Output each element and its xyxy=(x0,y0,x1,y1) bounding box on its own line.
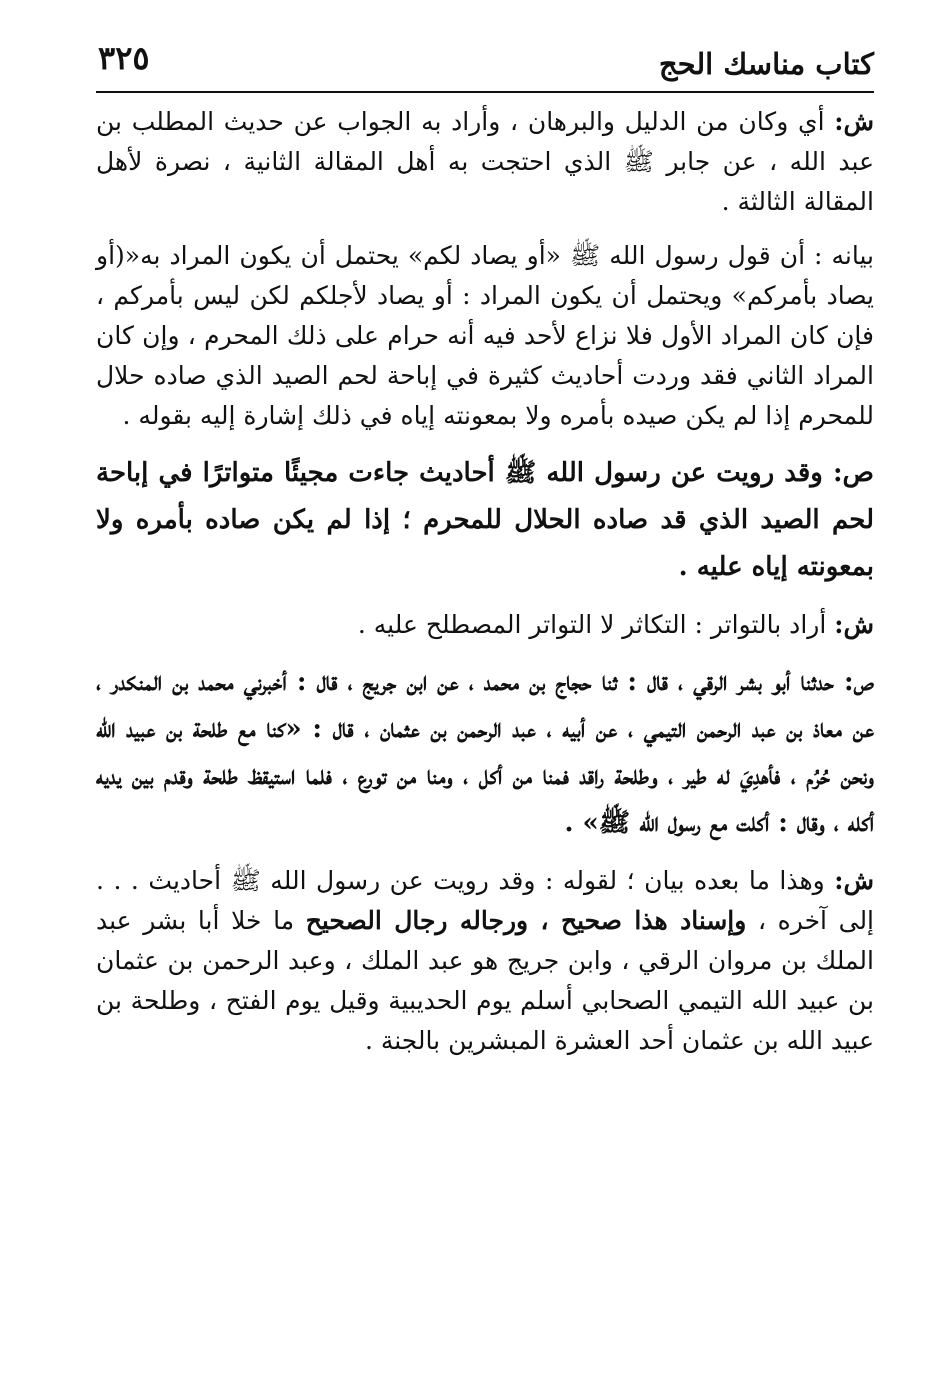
paragraph-label: ص: xyxy=(832,458,874,488)
explanation-paragraph xyxy=(96,236,874,436)
emphasized-text: وإسناد هذا صحيح ، ورجاله رجال الصحيح xyxy=(305,906,747,935)
paragraph-text: أراد بالتواتر : التكاثر لا التواتر المصطلح عليه . xyxy=(357,610,827,639)
paragraph-text: بيانه : أن قول رسول الله ﷺ «أو يصاد لكم» يحتمل أن يكون المراد به«(أو يصاد بأمركم» ويحتمل أن يكون المراد : أو يصاد لأجلكم لكن ليس بأمركم ، فإن كان المراد الأول فلا نزاع لأحد فيه أنه حرام على ذلك المحرم ، وإن كان المراد الثاني فقد وردت أحاديث كثيرة في إباحة لحم الصيد الذي صاده حلال للمحرم إذا لم يكن صيده بأمره ولا بمعونته إياه في ذلك إشارة إليه بقوله . xyxy=(96,241,874,430)
page-number: ٣٢٥ xyxy=(98,39,150,77)
page-body xyxy=(96,102,874,1075)
header-rule xyxy=(96,91,874,93)
paragraph-label: ش: xyxy=(834,610,874,639)
commentary-paragraph xyxy=(96,102,874,222)
paragraph-text: وهذا ما بعده بيان ؛ لقوله : وقد رويت عن رسول الله ﷺ أحاديث . . . إلى آخره ، xyxy=(96,866,875,935)
paragraph-label: ش: xyxy=(834,866,874,895)
commentary-paragraph xyxy=(96,861,874,1061)
paragraph-label: ص: xyxy=(844,667,874,697)
running-title: كتاب مناسك الحج xyxy=(658,47,874,81)
hadith-paragraph xyxy=(96,659,874,847)
paragraph-text: ما خلا أبا بشر عبد الملك بن مروان الرقي ، وابن جريج هو عبد الملك ، وعبد الرحمن بن عثمان بن عبيد الله التيمي الصحابي أسلم يوم الحديبية وقيل يوم الفتح ، وطلحة بن عبيد الله بن عثمان أحد العشرة المبشرين بالجنة . xyxy=(96,906,874,1055)
paragraph-label: ش: xyxy=(834,107,874,136)
paragraph-text: أي وكان من الدليل والبرهان ، وأراد به الجواب عن حديث المطلب بن عبد الله ، عن جابر ﷺ الذي احتجت به أهل المقالة الثانية ، نصرة لأهل المقالة الثالثة . xyxy=(96,107,874,216)
paragraph-text: حدثنا أبو بشر الرقي ، قال : ثنا حجاج بن محمد ، عن ابن جريج ، قال : أخبرني محمد بن المنكدر ، عن معاذ بن عبد الرحمن التيمي ، عن أبيه ، عبد الرحمن بن عثمان ، قال : «كنا مع طلحة بن عبيد الله ونحن حُرُم ، فأهدِيَ له طير ، وطلحة راقد فمنا من أكل ، ومنا من تورع ، فلما استيقظ طلحة وقدم بين يديه أكله ، وقال : أكلت مع رسول الله ﷺ» . xyxy=(96,667,874,838)
paragraph-text: وقد رويت عن رسول الله ﷺ أحاديث جاءت مجيئًا متواترًا في إباحة لحم الصيد الذي قد صاده الحلال للمحرم ؛ إذا لم يكن صاده بأمره ولا بمعونته إياه عليه . xyxy=(96,458,874,582)
main-text-paragraph xyxy=(96,450,874,591)
commentary-paragraph xyxy=(96,605,874,645)
page-header xyxy=(96,34,874,90)
